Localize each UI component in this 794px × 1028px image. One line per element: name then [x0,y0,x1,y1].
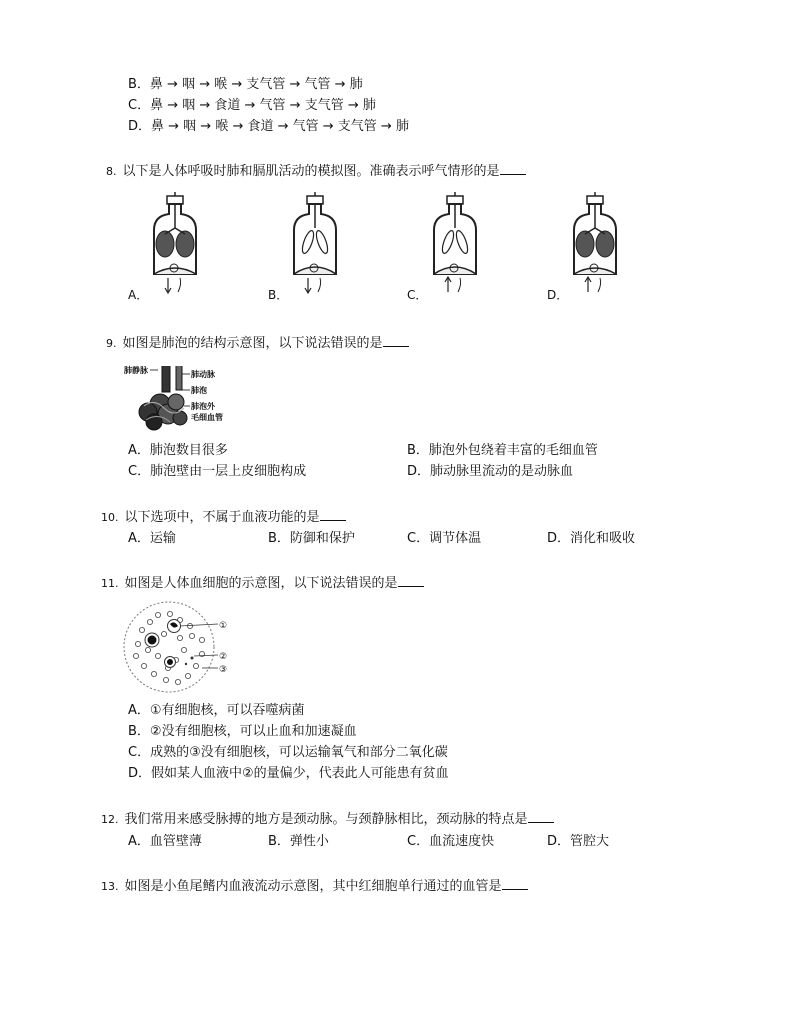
q8-number: 8. [106,165,117,178]
figure-a [154,192,196,293]
q9-option-c: C．肺泡壁由一层上皮细胞构成 [128,464,307,479]
label-pulmonary-artery: 肺动脉 [191,370,215,379]
q9-option-a: A．肺泡数目很多 [128,443,228,458]
q11-option-b: B．②没有细胞核，可以止血和加速凝血 [128,724,357,739]
q9-text: 如图是肺泡的结构示意图，以下说法错误的是 [122,336,383,351]
q13-number: 13. [101,880,119,893]
q11-option-c: C．成熟的③没有细胞核，可以运输氧气和部分二氧化碳 [128,745,448,760]
q9-answer-blank [383,334,409,347]
q9-option-b: B．肺泡外包绕着丰富的毛细血管 [407,443,598,458]
q9-option-d: D．肺动脉里流动的是动脉血 [407,464,574,479]
figure-c [434,192,476,292]
q8-figure-label-c: C． [407,288,428,302]
q7-option-d: D．鼻 → 咽 → 喉 → 食道 → 气管 → 支气管 → 肺 [128,119,409,134]
q11-option-d: D．假如某人血液中②的量偏少，代表此人可能患有贫血 [128,766,449,781]
figure-d [574,192,616,292]
q8-answer-blank [500,162,526,175]
q12-stem [101,810,554,829]
figure-b [294,192,336,293]
q13-answer-blank [502,877,528,890]
q12-text: 我们常用来感受脉搏的地方是颈动脉。与颈静脉相比，颈动脉的特点是 [124,812,528,827]
q7-option-c: C．鼻 → 咽 → 食道 → 气管 → 支气管 → 肺 [128,98,376,113]
q8-stem [106,162,526,181]
q11-option-a: A．①有细胞核，可以吞噬病菌 [128,703,305,718]
q11-answer-blank [398,574,424,587]
q9-number: 9. [106,337,117,350]
q11-number: 11. [101,577,119,590]
q8-figure-label-d: D． [547,288,569,302]
q11-stem [101,574,424,593]
label-pulmonary-vein: 肺静脉 [124,366,148,375]
q10-option-d: D．消化和吸收 [547,531,636,546]
q13-stem [101,877,528,896]
q13-text: 如图是小鱼尾鳍内血液流动示意图，其中红细胞单行通过的血管是 [124,879,502,894]
q12-option-b: B．弹性小 [268,834,329,849]
q9-alveolus-figure [124,362,224,434]
q10-answer-blank [320,508,346,521]
q11-blood-cell-figure [122,600,242,696]
q8-bell-jar-figures [140,192,660,302]
label-alveolus-outer: 肺泡外 [191,402,215,411]
q8-text: 以下是人体呼吸时肺和膈肌活动的模拟图。准确表示呼气情形的是 [122,164,500,179]
label-3: ③ [219,665,228,675]
label-1: ① [219,621,228,631]
q10-option-b: B．防御和保护 [268,531,355,546]
q10-option-c: C．调节体温 [407,531,482,546]
q12-option-a: A．血管壁薄 [128,834,202,849]
q12-option-c: C．血流速度快 [407,834,495,849]
label-capillary: 毛细血管 [191,413,223,422]
q10-option-a: A．运输 [128,531,176,546]
q8-figure-label-a: A． [128,288,149,302]
q12-answer-blank [528,810,554,823]
q9-stem [106,334,409,353]
q10-text: 以下选项中，不属于血液功能的是 [124,510,320,525]
q12-number: 12. [101,813,119,826]
q12-option-d: D．管腔大 [547,834,610,849]
q7-option-b: B．鼻 → 咽 → 喉 → 支气管 → 气管 → 肺 [128,77,363,92]
label-alveolus: 肺泡 [191,386,207,395]
q10-stem [101,508,346,527]
q10-number: 10. [101,511,119,524]
label-2: ② [219,652,228,662]
q11-text: 如图是人体血细胞的示意图，以下说法错误的是 [124,576,398,591]
q8-figure-label-b: B． [268,288,289,302]
